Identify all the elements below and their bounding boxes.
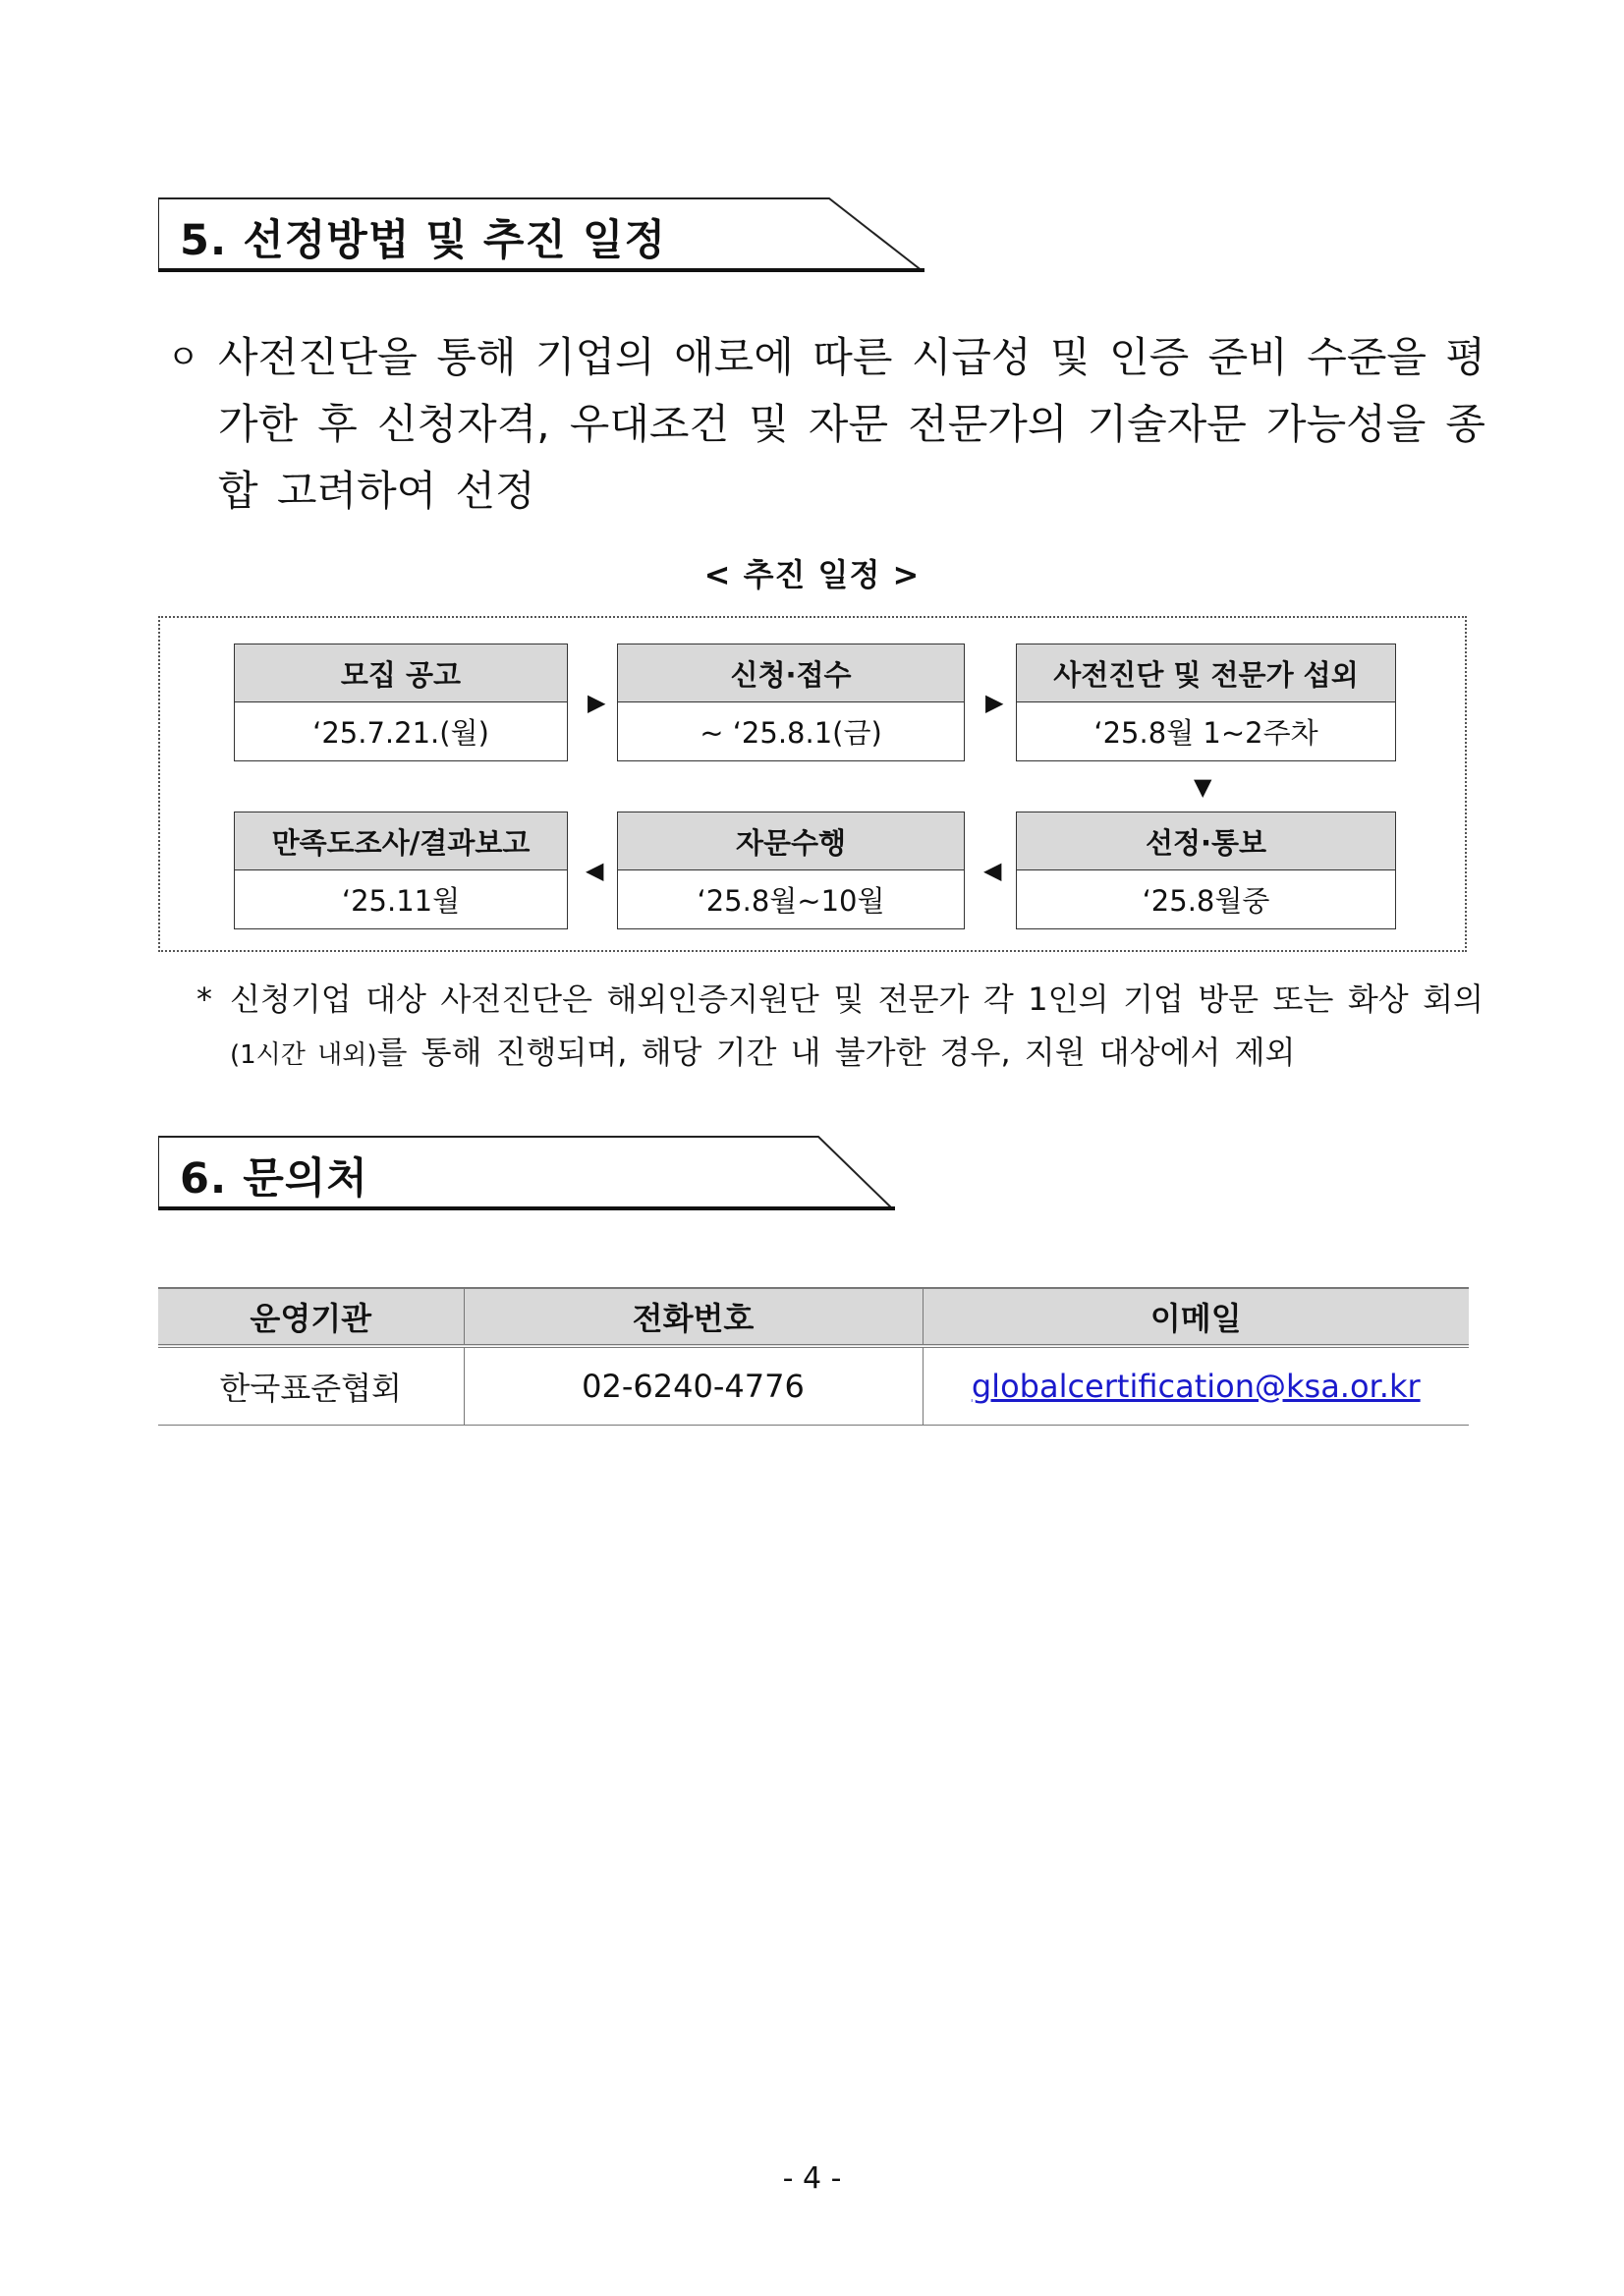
stage-label: 만족도조사/결과보고	[235, 812, 567, 870]
note-text-small: (1시간 내외)	[230, 1040, 377, 1070]
section-5-heading	[158, 197, 924, 272]
stage-date: ‘25.8월~10월	[697, 884, 885, 918]
cell-email	[923, 1346, 1469, 1426]
stage-survey-report	[234, 812, 568, 929]
stage-date: ‘25.7.21.(월)	[312, 716, 489, 750]
stage-date: ~ ‘25.8.1(금)	[700, 716, 882, 750]
page-number: - 4 -	[782, 2161, 842, 2196]
bullet-marker: ㅇ	[167, 338, 199, 377]
schedule-flow-frame	[158, 616, 1467, 952]
note-text	[230, 973, 1484, 1082]
table-header-row	[158, 1288, 1469, 1346]
note-text-b: 를 통해 진행되며, 해당 기간 내 불가한 경우, 지원 대상에서 제외	[376, 1034, 1296, 1071]
arrow-down-icon: ▼	[1194, 773, 1212, 801]
header-phone: 전화번호	[464, 1288, 923, 1346]
stage-consulting	[617, 812, 965, 929]
stage-date: ‘25.11월	[341, 884, 461, 918]
stage-date: ‘25.8월 1~2주차	[1093, 716, 1318, 750]
stage-recruitment-notice	[234, 644, 568, 761]
contact-table	[158, 1287, 1469, 1426]
stage-label: 모집 공고	[235, 644, 567, 702]
stage-label: 사전진단 및 전문가 섭외	[1017, 644, 1395, 702]
table-row	[158, 1346, 1469, 1426]
stage-label: 신청·접수	[618, 644, 964, 702]
schedule-title: < 추진 일정 >	[703, 556, 921, 593]
stage-label: 자문수행	[618, 812, 964, 870]
stage-application	[617, 644, 965, 761]
stage-date: ‘25.8월중	[1142, 884, 1270, 918]
section-5-title: 5. 선정방법 및 추진 일정	[180, 216, 666, 265]
stage-label: 선정·통보	[1017, 812, 1395, 870]
arrow-left-icon: ◀	[983, 857, 1002, 884]
section-6-heading	[158, 1136, 895, 1210]
email-link[interactable]: globalcertification@ksa.or.kr	[971, 1368, 1421, 1405]
arrow-right-icon: ▶	[985, 689, 1004, 716]
arrow-left-icon: ◀	[586, 857, 604, 884]
stage-pre-diagnosis	[1016, 644, 1396, 761]
header-email: 이메일	[923, 1288, 1469, 1346]
arrow-right-icon: ▶	[588, 689, 606, 716]
header-organization: 운영기관	[158, 1288, 464, 1346]
cell-phone: 02-6240-4776	[464, 1346, 923, 1426]
note-text-a: 신청기업 대상 사전진단은 해외인증지원단 및 전문가 각 1인의 기업 방문 또는 화상 회의	[230, 980, 1484, 1018]
note-asterisk: *	[196, 980, 212, 1018]
paragraph-text: 사전진단을 통해 기업의 애로에 따른 시급성 및 인증 준비 수준을 평가한 후 신청자격, 우대조건 및 자문 전문가의 기술자문 가능성을 종합 고려하여 선정	[218, 333, 1485, 515]
cell-organization: 한국표준협회	[158, 1346, 464, 1426]
section-6-title: 6. 문의처	[180, 1154, 368, 1204]
stage-selection-notice	[1016, 812, 1396, 929]
